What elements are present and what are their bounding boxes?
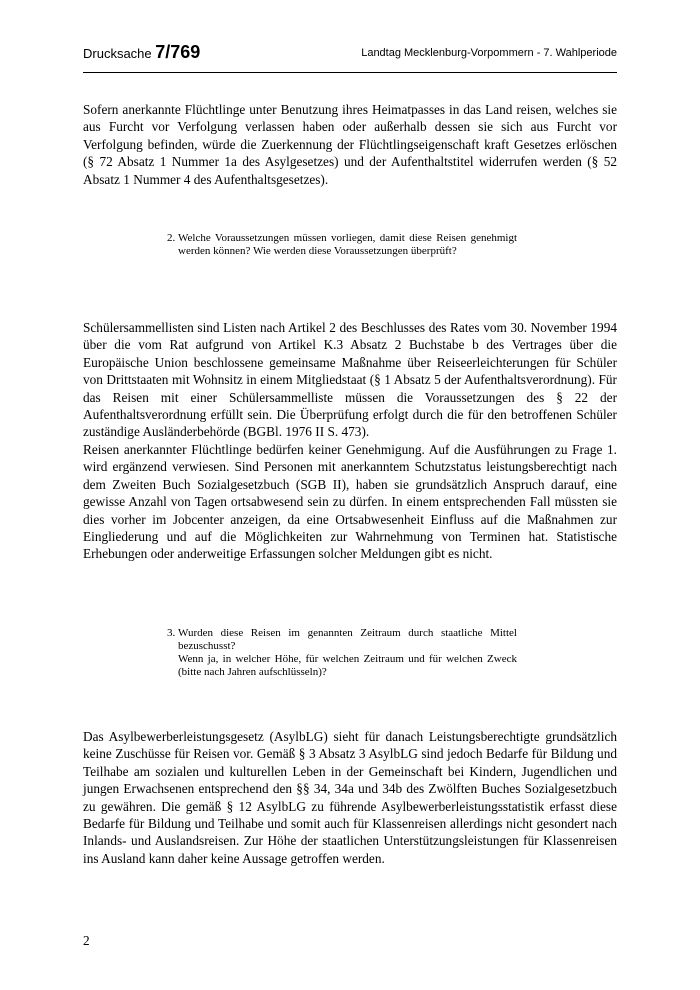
drucksache-reference [83, 42, 200, 64]
answer-paragraph-2: Schülersammellisten sind Listen nach Artikel 2 des Beschlusses des Rates vom 30. November 1994 über die vom Rat aufgrund von Artikel K.3 Absatz 2 Buchstabe b des Vertrages über die Europäische Union beschlossene gemeinsame Maßnahme über Reiseerleichterungen für Schüler von Drittstaaten mit Wohnsitz in einem Mitgliedstaat (§ 1 Absatz 5 der Aufenthaltsverordnung). Für das Reisen mit einer Schülersammelliste müssen die Voraussetzungen des § 22 der Aufenthaltsverordnung erfüllt sein. Die Überprüfung erfolgt durch die für den betroffenen Schüler zuständige Ausländerbehörde (BGBl. 1976 II S. 473). [83, 320, 617, 440]
answer-paragraph-4: Das Asylbewerberleistungsgesetz (AsylbLG) sieht für danach Leistungsberechtigte grundsätzlich keine Zuschüsse für Reisen vor. Gemäß § 3 Absatz 3 AsylbLG sind jedoch Bedarfe für Bildung und Teilhabe am sozialen und kulturellen Leben in der Gemeinschaft bei Kindern, Jugendlichen und jungen Erwachsenen entsprechend den §§ 34, 34a und 34b des Zwölften Buches Sozialgesetzbuch zu gewähren. Die gemäß § 12 AsylbLG zu führende Asylbewerberleistungsstatistik erfasst diese Bedarfe für Bildung und Teilhabe und somit auch für Klassenreisen allerdings nicht gesondert nach Inlands- und Auslandsreisen. Zur Höhe der staatlichen Unterstützungsleistungen für Klassenreisen ins Ausland kann daher keine Aussage getroffen werden. [83, 729, 617, 866]
parliament-title: Landtag Mecklenburg-Vorpommern - 7. Wahlperiode [361, 47, 617, 59]
question-3-text [178, 627, 517, 679]
question-2-text: Welche Voraussetzungen müssen vorliegen, damit diese Reisen genehmigt werden können? Wie werden diese Voraussetzungen überprüft? [178, 232, 517, 257]
page-header [83, 42, 617, 72]
question-2-number: 2. [167, 232, 176, 244]
question-2 [167, 232, 517, 258]
question-3-number: 3. [167, 627, 176, 639]
question-3-line-1: Wurden diese Reisen im genannten Zeitraum durch staatliche Mittel bezuschusst? [178, 627, 517, 652]
drucksache-label: Drucksache [83, 46, 152, 61]
answer-paragraph-3: Reisen anerkannter Flüchtlinge bedürfen keiner Genehmigung. Auf die Ausführungen zu Frage 1. wird ergänzend verwiesen. Sind Personen mit anerkanntem Schutzstatus leistungsberechtigt nach dem Zweiten Buch Sozialgesetzbuch (SGB II), haben sie grundsätzlich Anspruch darauf, eine gewisse Anzahl von Tagen ortsabwesend sein zu dürfen. In einem entsprechenden Fall müssten sie dies vorher im Jobcenter anzeigen, da eine Ortsabwesenheit Einfluss auf die Maßnahmen zur Eingliederung und auf die Möglichkeiten zur Wahrnehmung von Terminen hat. Statistische Erhebungen oder anderweitige Erfassungen solcher Meldungen gibt es nicht. [83, 442, 617, 562]
answer-paragraph-1: Sofern anerkannte Flüchtlinge unter Benutzung ihres Heimatpasses in das Land reisen, welches sie aus Furcht vor Verfolgung verlassen haben oder außerhalb dessen sie sich aus Furcht vor Verfolgung befinden, würde die Zuerkennung der Flüchtlingseigenschaft kraft Gesetzes erlöschen (§ 72 Absatz 1 Nummer 1a des Asylgesetzes) und der Aufenthaltstitel widerrufen werden (§ 52 Absatz 1 Nummer 4 des Aufenthaltsgesetzes). [83, 102, 617, 187]
page-number: 2 [83, 933, 90, 948]
question-3 [167, 627, 517, 679]
question-3-line-2: Wenn ja, in welcher Höhe, für welchen Zeitraum und für welchen Zweck (bitte nach Jahren aufschlüsseln)? [178, 653, 517, 678]
header-rule [83, 72, 617, 73]
drucksache-number: 7/769 [155, 42, 201, 62]
